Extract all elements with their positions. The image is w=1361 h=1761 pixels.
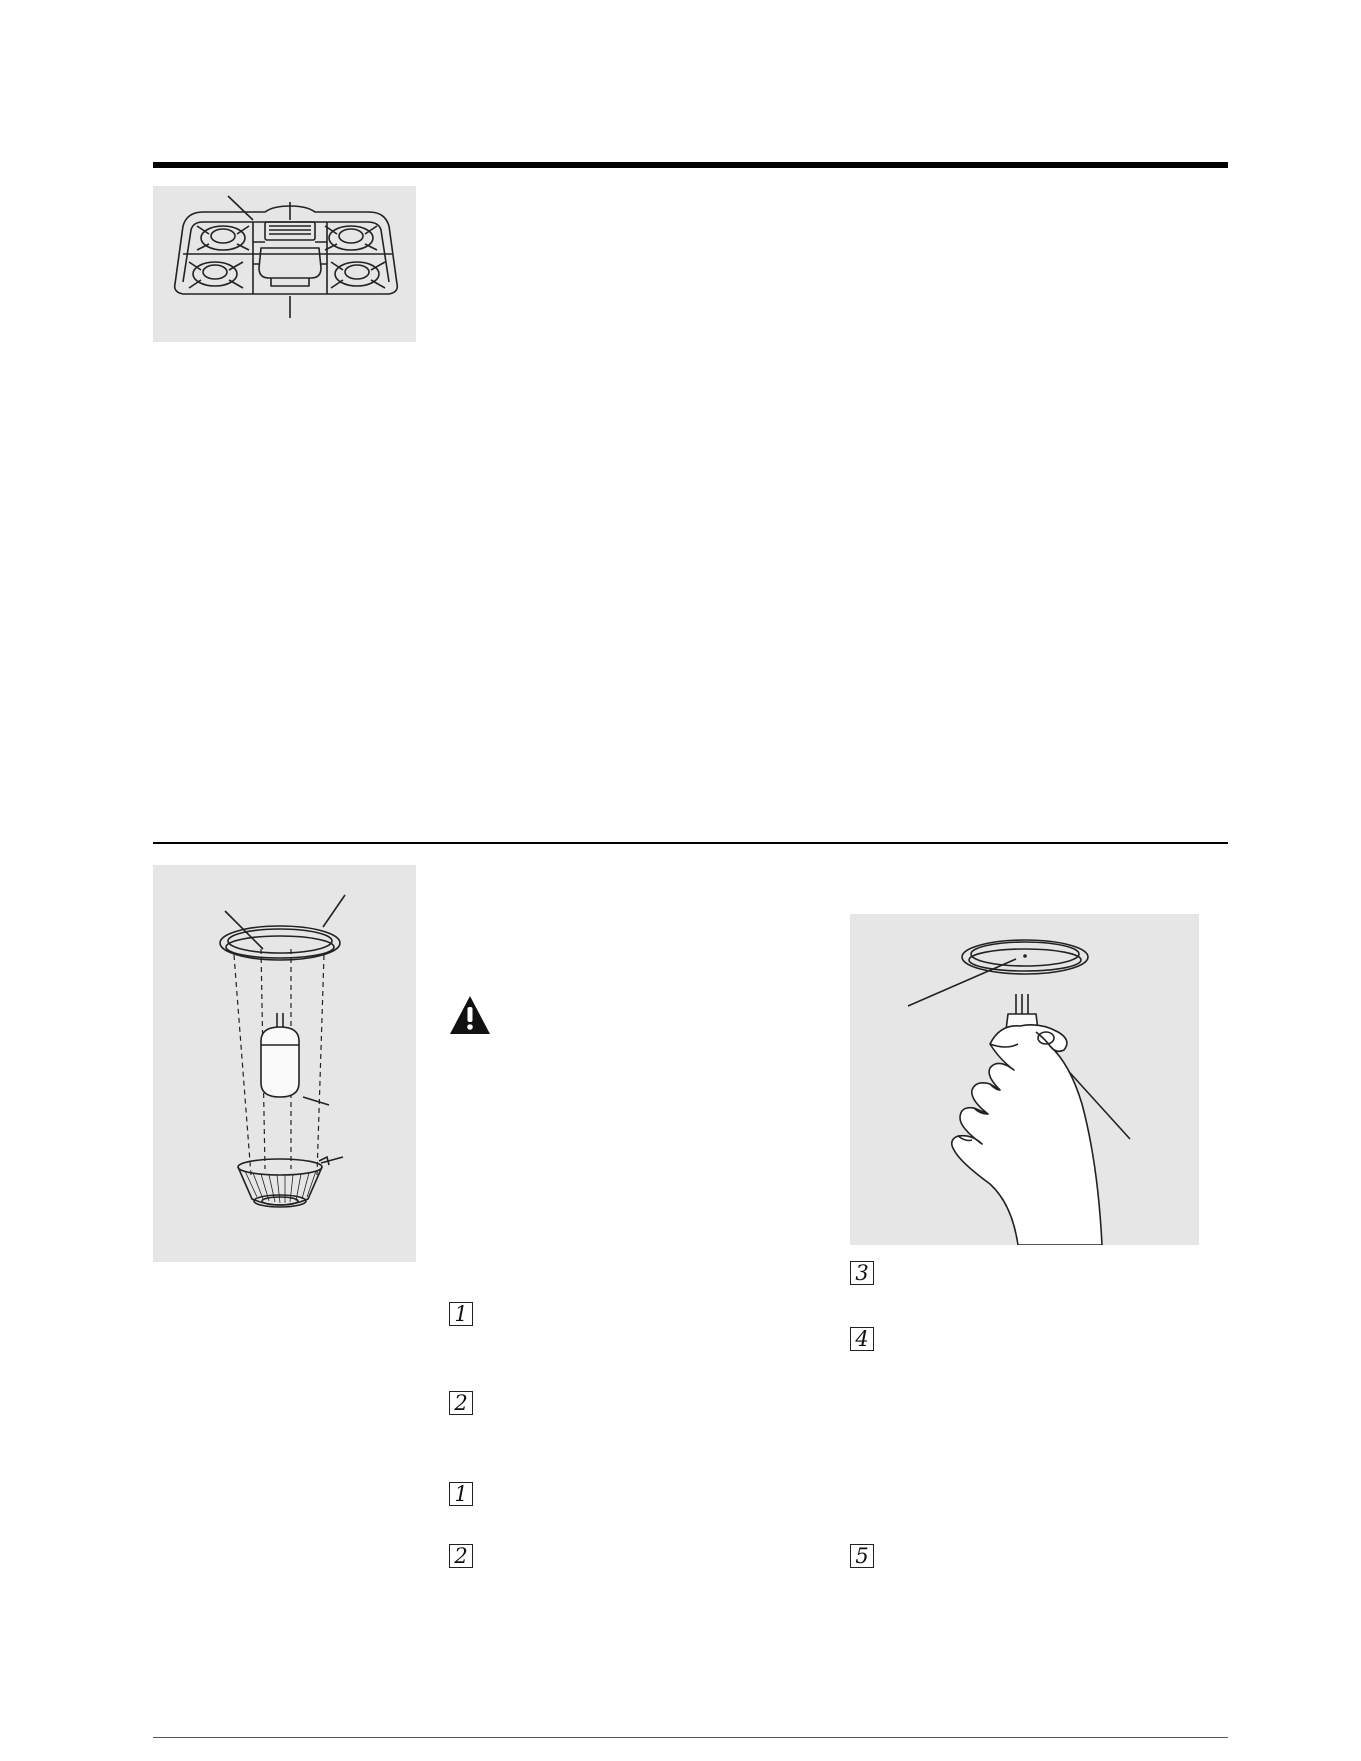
section-divider-top bbox=[153, 162, 1228, 168]
footer-divider bbox=[153, 1737, 1228, 1738]
section-divider-middle bbox=[153, 842, 1228, 844]
step-number: 1 bbox=[449, 1302, 473, 1326]
warning-triangle-icon bbox=[449, 995, 491, 1035]
hand-removing-bulb-illustration bbox=[850, 914, 1199, 1245]
step-number: 2 bbox=[449, 1391, 473, 1415]
step-number: 1 bbox=[449, 1482, 473, 1506]
step-number: 2 bbox=[449, 1544, 473, 1568]
step-number: 5 bbox=[850, 1544, 874, 1568]
step-number: 4 bbox=[850, 1327, 874, 1351]
cooktop-grates-illustration bbox=[153, 186, 416, 342]
light-bulb-exploded-illustration bbox=[153, 865, 416, 1262]
step-number: 3 bbox=[850, 1261, 874, 1285]
